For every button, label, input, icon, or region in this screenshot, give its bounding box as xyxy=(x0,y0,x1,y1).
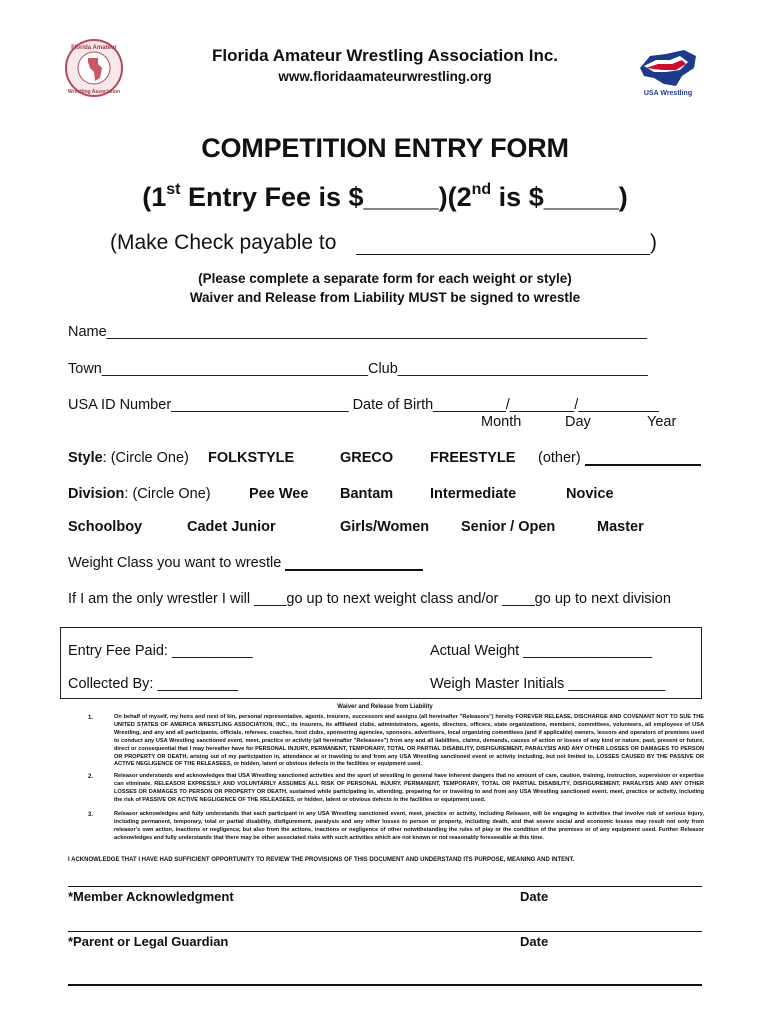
style-option-other[interactable]: (other) xyxy=(538,450,701,466)
actual-weight-field[interactable]: Actual Weight ________________ xyxy=(430,643,653,659)
name-field[interactable]: Name___________________________________________________________________ xyxy=(68,324,647,340)
entry-fee-paid-field[interactable]: Entry Fee Paid: __________ xyxy=(68,643,253,659)
bottom-divider xyxy=(68,984,702,986)
instruction-separate-form: (Please complete a separate form for each weight or style) xyxy=(198,271,572,286)
form-title: COMPETITION ENTRY FORM xyxy=(201,133,569,163)
town-club-field[interactable]: Town_________________________________Club_______________________________ xyxy=(68,361,648,377)
style-option-greco[interactable]: GRECO xyxy=(340,450,394,466)
logo-text-top: Florida Amateur xyxy=(71,45,117,51)
waiver-item-number: 2. xyxy=(88,774,94,780)
member-acknowledgment-label: *Member Acknowledgment xyxy=(68,889,234,904)
usa-logo-text: USA Wrestling xyxy=(643,90,693,97)
waiver-item-number: 1. xyxy=(88,715,94,721)
division-option-senior-open[interactable]: Senior / Open xyxy=(461,519,556,535)
entry-fee-line: (1st Entry Fee is $_____)(2nd is $_____) xyxy=(142,181,628,212)
division-option-intermediate[interactable]: Intermediate xyxy=(430,486,517,502)
fawa-logo xyxy=(64,38,124,98)
division-option-cadet-junior[interactable]: Cadet Junior xyxy=(187,519,276,535)
style-option-freestyle[interactable]: FREESTYLE xyxy=(430,450,516,466)
weigh-master-initials-field[interactable]: Weigh Master Initials ____________ xyxy=(430,676,666,692)
logo-text-bottom: Wrestling Association xyxy=(67,89,121,95)
dob-month-label: Month xyxy=(481,414,522,430)
dob-day-label: Day xyxy=(565,414,591,430)
guardian-label: *Parent or Legal Guardian xyxy=(68,934,229,949)
division-label: Division: (Circle One) xyxy=(68,486,211,502)
waiver-item-text: Releasor understands and acknowledges that USA Wrestling sanctioned activities and the sport of wrestling in general have inherent dangers that no amount of care, caution, training, instruction, supervision or expertise can eliminate. RELEASOR EXPRESSLY AND VOLUNTARILY ASSUMES ALL RISK OF PERSONAL INJURY, PERMANENT, TEMPORARY, TOTAL OR PARTIAL DISABILITY, DISFIGUREMENT, PARALYSIS AND ANY OTHER LOSSES OR DAMAGES TO PERSON OR PROPERTY OR DEATH, sustained while participating in, attending, preparing for or traveling to and from any USA Wrestling sanctioned event, meet, practice or activity, including the risk of PASSIVE OR ACTIVE NEGLIGENCE OF THE RELEASEES, or hidden, latent or obvious defects in the facilities or equipment used. xyxy=(114,773,704,803)
guardian-signature-line[interactable] xyxy=(68,931,702,932)
usa-wrestling-logo xyxy=(636,46,700,98)
waiver-item-text: Releasor acknowledges and fully understands that each participant in any USA Wrestling sanctioned event, meet, practice or activity, including Releasor, will be engaging in activities that involve risk of serious injury, including permanent, temporary, total or partial disability, disfigurement, paralysis and any other losses to person or property, including death, and that severe social and economic losses may result not only from releasor's own action, inactions or negligence, but also from the actions, inactions or negligence of other notwithstanding the rules of play or the condition of the premises or of any equipment used. Further Releasor acknowledges and fully understands that there may be other associated risks with such activities which are not known or not reasonably foreseeable at this time. xyxy=(114,811,704,841)
member-date-label: Date xyxy=(520,889,549,904)
division-option-schoolboy[interactable]: Schoolboy xyxy=(68,519,143,535)
division-option-girls-women[interactable]: Girls/Women xyxy=(340,519,430,535)
organization-website[interactable]: www.floridaamateurwrestling.org xyxy=(278,69,492,84)
only-wrestler-option[interactable]: If I am the only wrestler I will ____go up to next weight class and/or ____go up to next division xyxy=(68,591,671,607)
instruction-waiver-required: Waiver and Release from Liability MUST be signed to wrestle xyxy=(189,290,581,305)
dob-year-label: Year xyxy=(647,414,677,430)
acknowledgement-statement: I ACKNOWLEDGE THAT I HAVE HAD SUFFICIENT OPPORTUNITY TO REVIEW THE PROVISIONS OF THIS DOCUMENT AND UNDERSTAND ITS PURPOSE, MEANING AND INTENT. xyxy=(68,857,575,863)
style-option-folkstyle[interactable]: FOLKSTYLE xyxy=(208,450,295,466)
check-payable-close: ) xyxy=(650,231,657,254)
waiver-title: Waiver and Release from Liability xyxy=(337,704,433,710)
waiver-item-number: 3. xyxy=(88,812,94,818)
division-option-bantam[interactable]: Bantam xyxy=(340,486,394,502)
division-option-master[interactable]: Master xyxy=(597,519,644,535)
division-option-novice[interactable]: Novice xyxy=(566,486,614,502)
usa-id-dob-field[interactable]: USA ID Number______________________ Date of Birth_________/________/__________ xyxy=(68,397,659,413)
division-option-pee-wee[interactable]: Pee Wee xyxy=(249,486,309,502)
member-signature-line[interactable] xyxy=(68,886,702,887)
collected-by-field[interactable]: Collected By: __________ xyxy=(68,676,239,692)
check-payable-field[interactable] xyxy=(356,254,650,255)
waiver-item-text: On behalf of myself, my heirs and next of kin, personal representative, agents, insurers, successors and assigns (all hereinafter "Releasors") hereby FOREVER RELEASE, DISCHARGE AND COVENANT NOT TO SUE THE UNITED STATES OF AMERICA WRESTLING ASSOCIATION, INC., its insurers, its affiliated clubs, administrators, agents, directors, officers, state organizations, members, committees, volunteers, all employees of USA Wrestling, and any and all participants, officials, referees, coaches, host clubs, sponsoring agencies, sponsors, advertisers, local organizing committees (and if applicable) owners, lessors and operators of premises used to conduct any USA Wrestling sanctioned event, meet, practice or activity (all hereinafter "Releasees") from any and all liabilities, claims, demands, causes of action or losses of any kind or nature, past, present or future, direct or consequential that I may hereafter have for PERSONAL INJURY, PERMANENT, TEMPORARY, TOTAL OR PARTIAL DISABILITY, DISFIGUREMENT, PARALYSIS AND ANY OTHER LOSSES OR DAMAGES TO PERSON OR PROPERTY OR DEATH, arising out of my participation in, attendance at or traveling to and from any USA Wrestling sanctioned event or activity including, but not limited to, LOSSES CAUSED BY THE PASSIVE OR ACTIVE NEGLIGENCE OF THE RELEASEES, or hidden, latent or obvious defects in the facilities or equipment used. xyxy=(114,714,704,768)
guardian-date-label: Date xyxy=(520,934,549,949)
style-label: Style: (Circle One) xyxy=(68,450,189,466)
check-payable-label: (Make Check payable to xyxy=(110,231,337,254)
organization-name: Florida Amateur Wrestling Association Inc. xyxy=(211,46,559,65)
weight-class-field[interactable]: Weight Class you want to wrestle xyxy=(68,555,423,571)
